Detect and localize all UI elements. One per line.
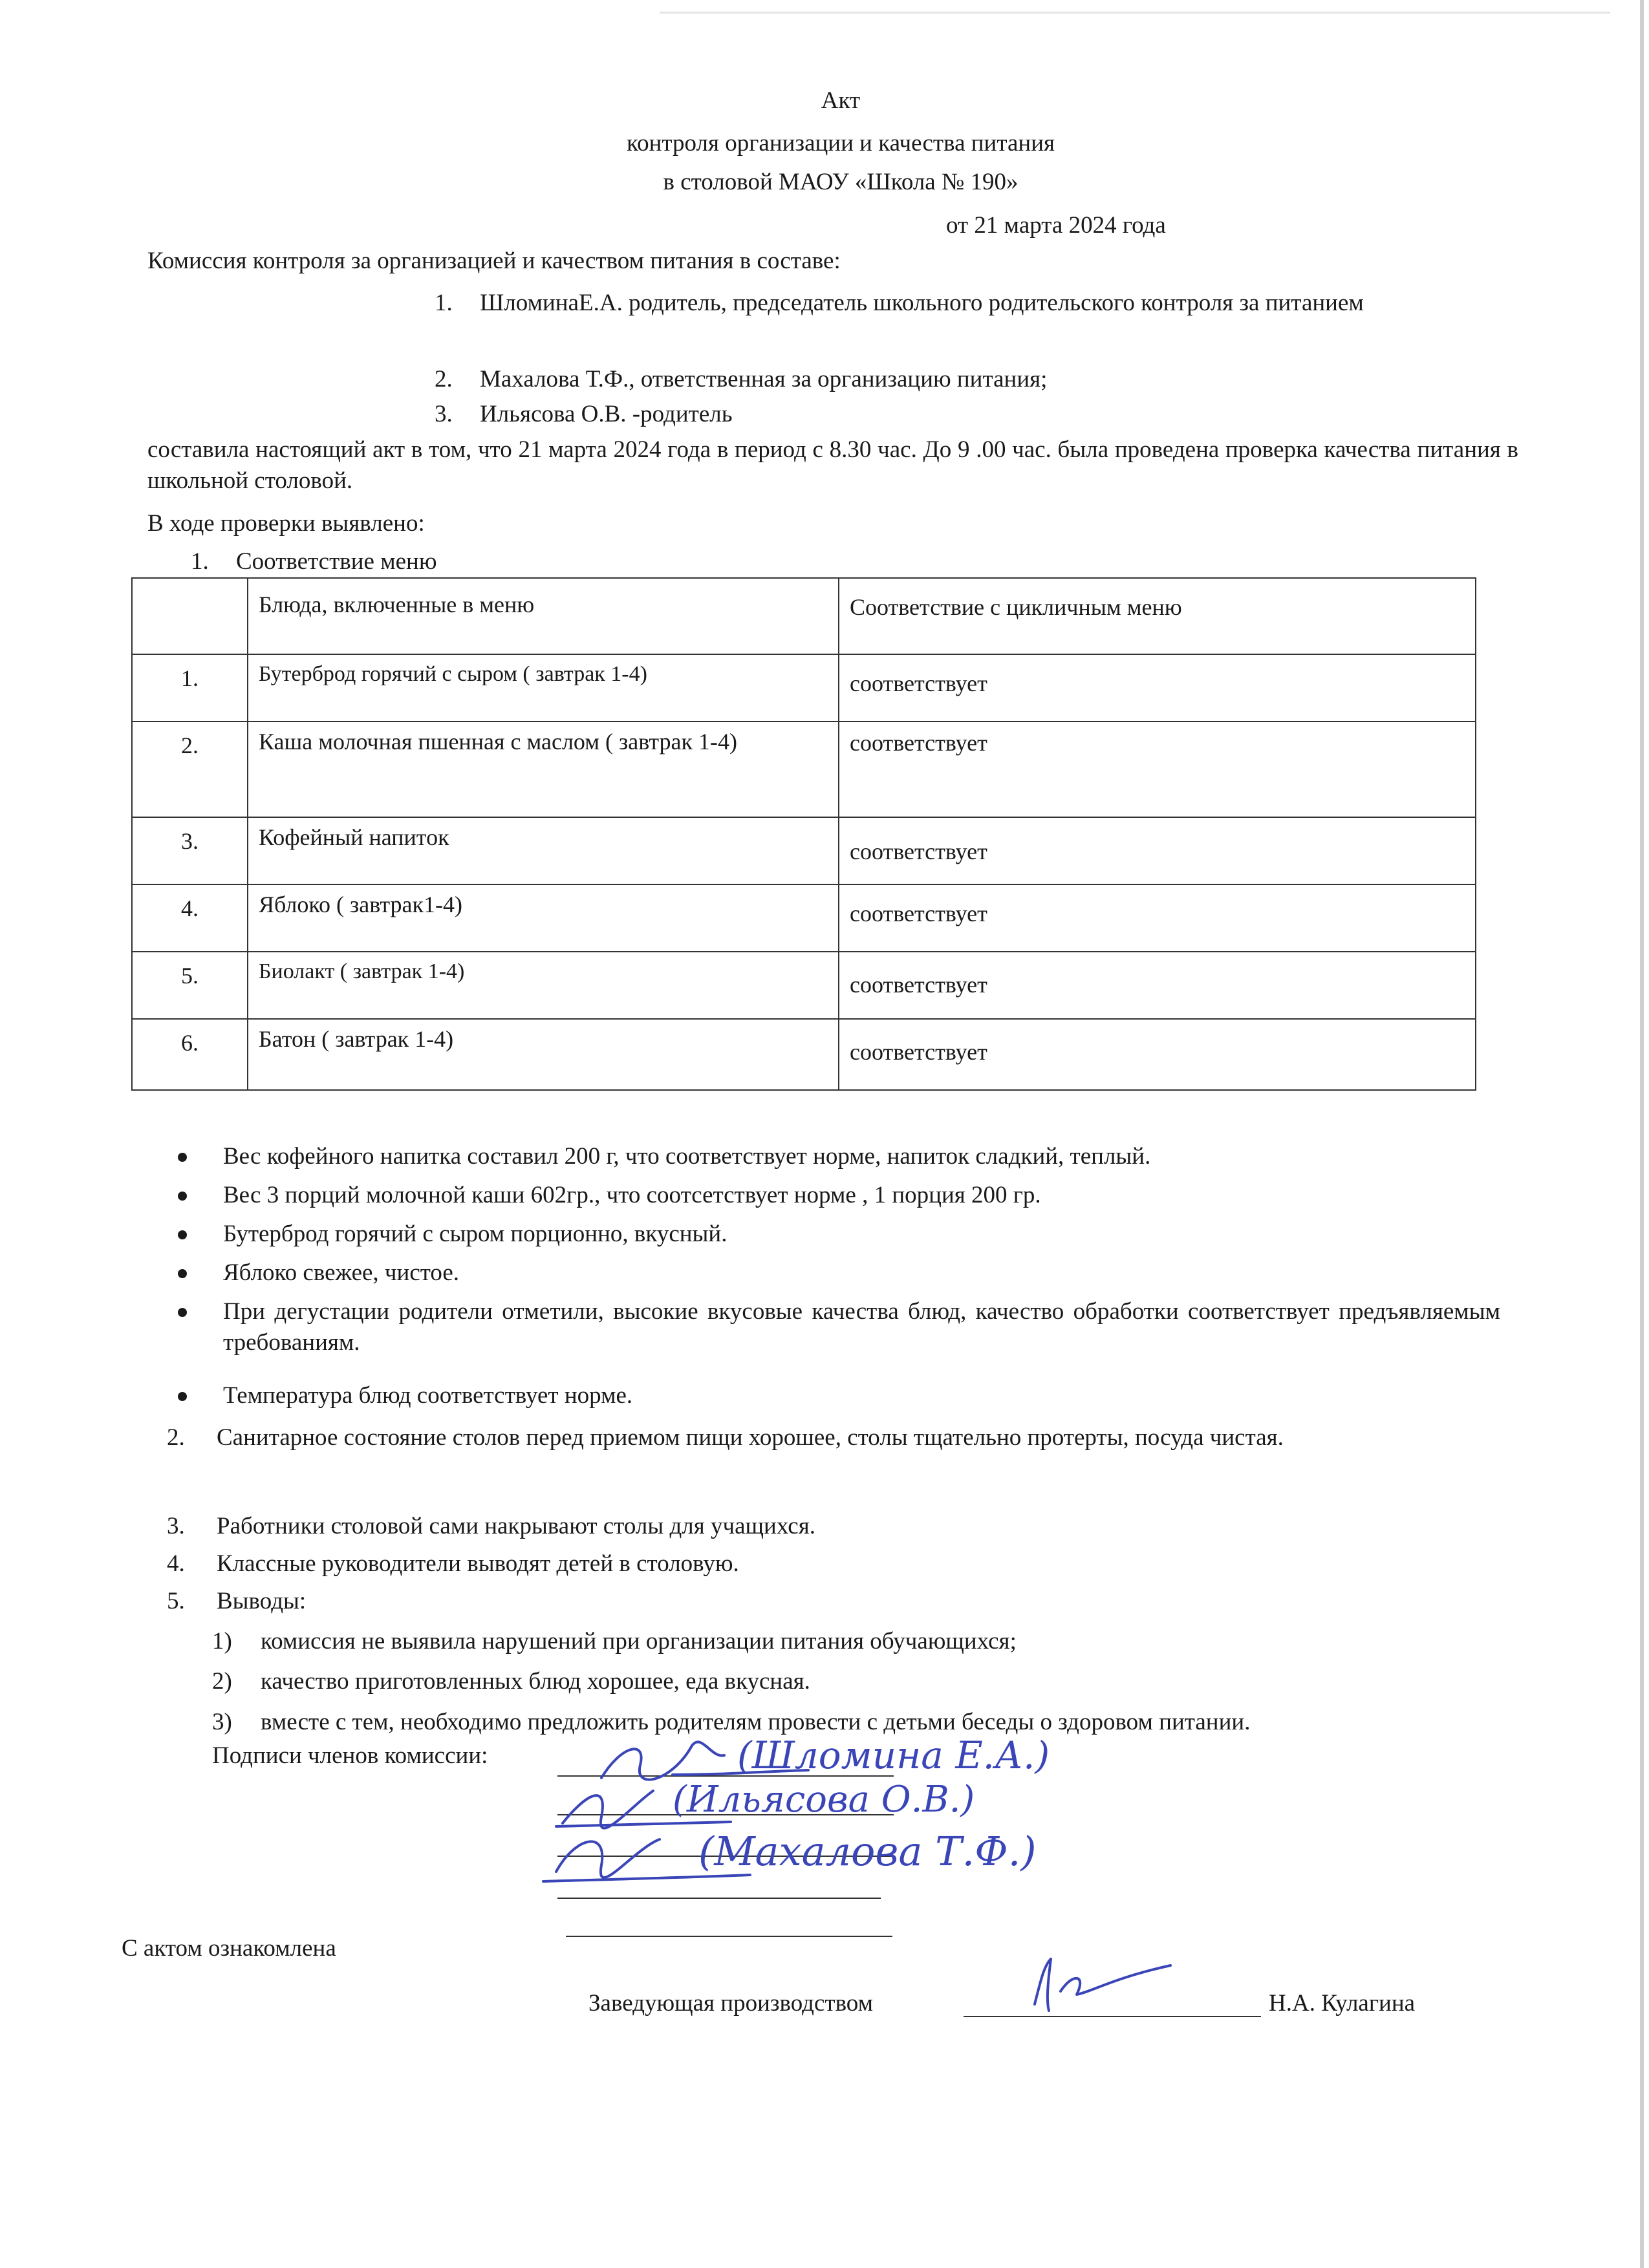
bullet-dot: [178, 1153, 187, 1162]
doc-subtitle-line2: в столовой МАОУ «Школа № 190»: [663, 169, 1018, 195]
bullet-6: Температура блюд соответствует норме.: [223, 1382, 633, 1409]
point-5: [167, 1586, 1499, 1617]
menu-table: [131, 577, 1476, 1091]
bullet-3: Бутерброд горячий с сыром порционно, вкусный.: [223, 1221, 727, 1247]
doc-subtitle-line1: контроля организации и качества питания: [626, 130, 1055, 156]
row-dish: Яблоко ( завтрак1-4): [248, 884, 839, 952]
point-2-text: Санитарное состояние столов перед приемом пищи хорошее, столы тщательно протерты, посуда чистая.: [217, 1424, 1284, 1451]
member-3: [435, 399, 1527, 430]
bullet-dot: [178, 1269, 187, 1278]
conclusion-1-text: комиссия не выявила нарушений при организации питания обучающихся;: [261, 1628, 1017, 1654]
row-num: 4.: [132, 884, 248, 952]
member-1-num: 1.: [435, 290, 453, 316]
row-status: соответствует: [839, 722, 1476, 817]
bullet-dot: [178, 1308, 187, 1317]
scan-edge-top: [660, 12, 1610, 14]
table-row: [132, 1019, 1476, 1090]
table-row: [132, 654, 1476, 722]
point-4-num: 4.: [167, 1550, 185, 1577]
manager-name: Н.А. Кулагина: [1269, 1990, 1416, 2017]
bullet-dot: [178, 1192, 187, 1201]
conclusion-2: [212, 1666, 1505, 1697]
table-header-status: Соответствие с цикличным меню: [839, 578, 1476, 654]
row-status: соответствует: [839, 654, 1476, 722]
conclusion-3-text: вместе с тем, необходимо предложить родителям провести с детьми беседы о здоровом питании.: [261, 1709, 1251, 1735]
found-label: В ходе проверки выявлено:: [147, 510, 425, 537]
row-num: 6.: [132, 1019, 248, 1090]
point-5-text: Выводы:: [217, 1588, 307, 1614]
table-header-dish: Блюда, включенные в меню: [248, 578, 839, 654]
signature-line-4: [557, 1898, 881, 1899]
item1-num: 1.: [191, 548, 209, 575]
conclusion-1-num: 1): [212, 1628, 232, 1654]
manager-title: Заведующая производством: [588, 1990, 874, 2017]
row-num: 2.: [132, 722, 248, 817]
point-4-text: Классные руководители выводят детей в столовую.: [217, 1550, 739, 1577]
handwritten-signature-3: [537, 1810, 1151, 1894]
item1: [191, 546, 967, 577]
member-1: [435, 288, 1527, 319]
member-3-text: Ильясова О.В. -родитель: [480, 401, 733, 427]
member-2-num: 2.: [435, 366, 453, 392]
table-header-num: [132, 578, 248, 654]
table-header-row: [132, 578, 1476, 654]
member-3-num: 3.: [435, 401, 453, 427]
point-2-num: 2.: [167, 1424, 185, 1451]
member-2-text: Махалова Т.Ф., ответственная за организацию питания;: [480, 366, 1048, 392]
manager-signature-icon: [1015, 1946, 1183, 2017]
signature-1-text: (Шломина Е.А.): [737, 1733, 1050, 1777]
bullet-5: При дегустации родители отметили, высокие вкусовые качества блюд, качество обработки соответствует предъявляемым требованиям.: [223, 1298, 1500, 1356]
conclusion-1: [212, 1626, 1505, 1657]
row-num: 1.: [132, 654, 248, 722]
conclusion-2-text: качество приготовленных блюд хорошее, еда вкусная.: [261, 1668, 810, 1695]
row-dish: Бутерброд горячий с сыром ( завтрак 1-4): [248, 654, 839, 722]
point-2: [167, 1422, 1499, 1453]
scan-edge-right: [1640, 0, 1644, 2268]
doc-title: Акт: [821, 87, 861, 114]
commission-intro: Комиссия контроля за организацией и качеством питания в составе:: [147, 248, 841, 274]
bullet-dot: [178, 1230, 187, 1239]
point-3-text: Работники столовой сами накрывают столы для учащихся.: [217, 1513, 815, 1539]
table-row: [132, 722, 1476, 817]
signature-2-text: (Ильясова О.В.): [673, 1779, 975, 1821]
row-dish: Кофейный напиток: [248, 817, 839, 884]
row-status: соответствует: [839, 817, 1476, 884]
signature-3-text: (Махалова Т.Ф.): [698, 1828, 1037, 1875]
acquainted-label: С актом ознакомлена: [122, 1935, 336, 1962]
point-4: [167, 1548, 1499, 1579]
bullet-2: Вес 3 порций молочной каши 602гр., что соотсетствует норме , 1 порция 200 гр.: [223, 1182, 1041, 1208]
row-dish: Батон ( завтрак 1-4): [248, 1019, 839, 1090]
bullet-dot: [178, 1392, 187, 1401]
row-status: соответствует: [839, 952, 1476, 1019]
member-1-text: ШломинаЕ.А. родитель, председатель школьного родительского контроля за питанием: [480, 290, 1364, 316]
signatures-label: Подписи членов комиссии:: [212, 1742, 488, 1769]
row-status: соответствует: [839, 884, 1476, 952]
conclusion-3-num: 3): [212, 1709, 232, 1735]
table-row: [132, 952, 1476, 1019]
row-num: 3.: [132, 817, 248, 884]
row-status: соответствует: [839, 1019, 1476, 1090]
conclusion-2-num: 2): [212, 1668, 232, 1695]
signature-line-5: [566, 1936, 892, 1937]
row-dish: Биолакт ( завтрак 1-4): [248, 952, 839, 1019]
row-dish: Каша молочная пшенная с маслом ( завтрак 1-4): [248, 722, 839, 817]
point-3-num: 3.: [167, 1513, 185, 1539]
point-5-num: 5.: [167, 1588, 185, 1614]
point-3: [167, 1511, 1499, 1542]
bullet-4: Яблоко свежее, чистое.: [223, 1259, 460, 1286]
doc-date: от 21 марта 2024 года: [946, 212, 1166, 239]
bullet-1: Вес кофейного напитка составил 200 г, что соответствует норме, напиток сладкий, теплый.: [223, 1143, 1151, 1170]
table-row: [132, 817, 1476, 884]
statement-paragraph: составила настоящий акт в том, что 21 марта 2024 года в период с 8.30 час. До 9 .00 час. была проведена проверка качества питания в школьной столовой.: [147, 436, 1518, 494]
member-2: [435, 364, 1527, 395]
table-row: [132, 884, 1476, 952]
row-num: 5.: [132, 952, 248, 1019]
item1-label: Соответствие меню: [236, 548, 437, 575]
